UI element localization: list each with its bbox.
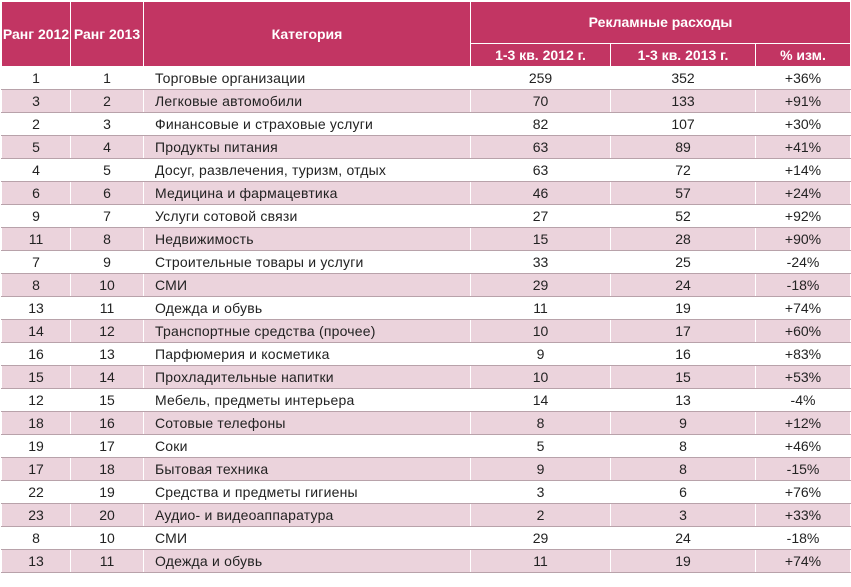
category-cell: Соки <box>144 435 471 458</box>
spend-2013-cell: 13 <box>611 389 756 412</box>
spend-2013-cell: 9 <box>611 412 756 435</box>
category-cell: Продукты питания <box>144 136 471 159</box>
spend-2013-cell: 24 <box>611 527 756 550</box>
header-category-label: Категория <box>271 25 343 42</box>
rank-2013-cell: 11 <box>71 550 144 573</box>
table-row <box>2 366 851 389</box>
spend-2012-cell: 63 <box>471 159 611 182</box>
header-category <box>144 2 471 67</box>
spend-2012-cell: 33 <box>471 251 611 274</box>
change-cell: +76% <box>756 481 851 504</box>
spend-2012-cell: 3 <box>471 481 611 504</box>
change-cell: +12% <box>756 412 851 435</box>
table-row <box>2 113 851 136</box>
table-row <box>2 90 851 113</box>
rank-2012-cell: 5 <box>2 136 71 159</box>
spend-2013-cell: 19 <box>611 297 756 320</box>
change-cell: +90% <box>756 228 851 251</box>
spend-2012-cell: 10 <box>471 366 611 389</box>
category-cell: Финансовые и страховые услуги <box>144 113 471 136</box>
change-cell: +36% <box>756 67 851 90</box>
change-cell: +41% <box>756 136 851 159</box>
spend-2012-cell: 14 <box>471 389 611 412</box>
category-cell: Аудио- и видеоаппаратура <box>144 504 471 527</box>
change-cell: +33% <box>756 504 851 527</box>
header-change <box>756 44 851 67</box>
spend-2012-cell: 10 <box>471 320 611 343</box>
spend-2013-cell: 3 <box>611 504 756 527</box>
spend-2013-cell: 19 <box>611 550 756 573</box>
rank-2012-cell: 1 <box>2 67 71 90</box>
change-cell: -18% <box>756 274 851 297</box>
change-cell: +91% <box>756 90 851 113</box>
table-row <box>2 320 851 343</box>
rank-2012-cell: 3 <box>2 90 71 113</box>
spend-2013-cell: 15 <box>611 366 756 389</box>
category-cell: Одежда и обувь <box>144 297 471 320</box>
change-cell: +74% <box>756 550 851 573</box>
table-row <box>2 251 851 274</box>
category-cell: Сотовые телефоны <box>144 412 471 435</box>
change-cell: +53% <box>756 366 851 389</box>
spend-2013-cell: 89 <box>611 136 756 159</box>
rank-2013-cell: 12 <box>71 320 144 343</box>
category-cell: Парфюмерия и косметика <box>144 343 471 366</box>
rank-2012-cell: 7 <box>2 251 71 274</box>
header-rank-2013 <box>71 2 144 67</box>
change-cell: +60% <box>756 320 851 343</box>
rank-2012-cell: 2 <box>2 113 71 136</box>
rank-2012-cell: 14 <box>2 320 71 343</box>
category-cell: Медицина и фармацевтика <box>144 182 471 205</box>
rank-2013-cell: 13 <box>71 343 144 366</box>
change-cell: +92% <box>756 205 851 228</box>
category-cell: Торговые организации <box>144 67 471 90</box>
spend-2012-cell: 27 <box>471 205 611 228</box>
category-cell: Услуги сотовой связи <box>144 205 471 228</box>
rank-2013-cell: 10 <box>71 274 144 297</box>
rank-2012-cell: 13 <box>2 297 71 320</box>
change-cell: -24% <box>756 251 851 274</box>
spend-2012-cell: 29 <box>471 274 611 297</box>
spend-2012-cell: 29 <box>471 527 611 550</box>
category-cell: Досуг, развлечения, туризм, отдых <box>144 159 471 182</box>
header-q2013 <box>611 44 756 67</box>
rank-2013-cell: 10 <box>71 527 144 550</box>
rank-2013-cell: 20 <box>71 504 144 527</box>
spend-2012-cell: 2 <box>471 504 611 527</box>
category-cell: Строительные товары и услуги <box>144 251 471 274</box>
rank-2012-cell: 13 <box>2 550 71 573</box>
spend-2013-cell: 8 <box>611 435 756 458</box>
table-row <box>2 527 851 550</box>
rank-2012-cell: 15 <box>2 366 71 389</box>
rank-2013-cell: 1 <box>71 67 144 90</box>
spend-2013-cell: 16 <box>611 343 756 366</box>
category-cell: Недвижимость <box>144 228 471 251</box>
ad-spend-table <box>1 1 851 573</box>
rank-2012-cell: 19 <box>2 435 71 458</box>
header-ad-spend-group <box>471 2 851 44</box>
spend-2013-cell: 107 <box>611 113 756 136</box>
category-cell: СМИ <box>144 527 471 550</box>
rank-2013-cell: 6 <box>71 182 144 205</box>
table-row <box>2 159 851 182</box>
table-row <box>2 297 851 320</box>
change-cell: -18% <box>756 527 851 550</box>
header-q2012-label: 1-3 кв. 2012 г. <box>495 46 586 63</box>
category-cell: Прохладительные напитки <box>144 366 471 389</box>
spend-2013-cell: 25 <box>611 251 756 274</box>
rank-2013-cell: 5 <box>71 159 144 182</box>
rank-2012-cell: 23 <box>2 504 71 527</box>
category-cell: Одежда и обувь <box>144 550 471 573</box>
rank-2013-cell: 11 <box>71 297 144 320</box>
header-q2013-label: 1-3 кв. 2013 г. <box>637 46 729 63</box>
rank-2012-cell: 4 <box>2 159 71 182</box>
spend-2012-cell: 9 <box>471 458 611 481</box>
rank-2013-cell: 15 <box>71 389 144 412</box>
header-rank-2013-label: Ранг 2013 <box>73 25 141 42</box>
rank-2013-cell: 9 <box>71 251 144 274</box>
change-cell: -15% <box>756 458 851 481</box>
spend-2012-cell: 259 <box>471 67 611 90</box>
header-change-label: % изм. <box>780 46 826 63</box>
category-cell: Бытовая техника <box>144 458 471 481</box>
table-row <box>2 550 851 573</box>
table-row <box>2 274 851 297</box>
category-cell: Легковые автомобили <box>144 90 471 113</box>
header-row <box>2 2 851 44</box>
table-body <box>2 67 851 573</box>
change-cell: +14% <box>756 159 851 182</box>
rank-2012-cell: 18 <box>2 412 71 435</box>
rank-2012-cell: 6 <box>2 182 71 205</box>
spend-2012-cell: 15 <box>471 228 611 251</box>
change-cell: +83% <box>756 343 851 366</box>
category-cell: СМИ <box>144 274 471 297</box>
category-cell: Средства и предметы гигиены <box>144 481 471 504</box>
header-q2012 <box>471 44 611 67</box>
spend-2013-cell: 52 <box>611 205 756 228</box>
spend-2013-cell: 133 <box>611 90 756 113</box>
change-cell: -4% <box>756 389 851 412</box>
rank-2013-cell: 16 <box>71 412 144 435</box>
change-cell: +24% <box>756 182 851 205</box>
spend-2012-cell: 70 <box>471 90 611 113</box>
table-row <box>2 481 851 504</box>
rank-2012-cell: 17 <box>2 458 71 481</box>
header-rank-2012-label: Ранг 2012 <box>2 25 70 42</box>
spend-2013-cell: 57 <box>611 182 756 205</box>
spend-2012-cell: 46 <box>471 182 611 205</box>
table-row <box>2 205 851 228</box>
rank-2012-cell: 11 <box>2 228 71 251</box>
spend-2012-cell: 11 <box>471 297 611 320</box>
spend-2012-cell: 82 <box>471 113 611 136</box>
spend-2013-cell: 28 <box>611 228 756 251</box>
rank-2013-cell: 14 <box>71 366 144 389</box>
category-cell: Транспортные средства (прочее) <box>144 320 471 343</box>
spend-2012-cell: 63 <box>471 136 611 159</box>
spend-2012-cell: 9 <box>471 343 611 366</box>
table-row <box>2 136 851 159</box>
header-rank-2012 <box>2 2 71 67</box>
spend-2012-cell: 8 <box>471 412 611 435</box>
rank-2013-cell: 8 <box>71 228 144 251</box>
rank-2012-cell: 12 <box>2 389 71 412</box>
rank-2013-cell: 2 <box>71 90 144 113</box>
spend-2013-cell: 6 <box>611 481 756 504</box>
header-ad-spend-label: Рекламные расходы <box>588 14 733 30</box>
spend-2012-cell: 5 <box>471 435 611 458</box>
rank-2012-cell: 16 <box>2 343 71 366</box>
rank-2012-cell: 22 <box>2 481 71 504</box>
rank-2013-cell: 3 <box>71 113 144 136</box>
rank-2012-cell: 8 <box>2 274 71 297</box>
table-row <box>2 504 851 527</box>
rank-2012-cell: 8 <box>2 527 71 550</box>
table-row <box>2 412 851 435</box>
rank-2013-cell: 19 <box>71 481 144 504</box>
rank-2013-cell: 7 <box>71 205 144 228</box>
table-row <box>2 343 851 366</box>
table-row <box>2 389 851 412</box>
change-cell: +74% <box>756 297 851 320</box>
change-cell: +46% <box>756 435 851 458</box>
table-row <box>2 458 851 481</box>
rank-2013-cell: 17 <box>71 435 144 458</box>
rank-2013-cell: 18 <box>71 458 144 481</box>
rank-2012-cell: 9 <box>2 205 71 228</box>
spend-2013-cell: 24 <box>611 274 756 297</box>
spend-2013-cell: 17 <box>611 320 756 343</box>
category-cell: Мебель, предметы интерьера <box>144 389 471 412</box>
spend-2013-cell: 8 <box>611 458 756 481</box>
change-cell: +30% <box>756 113 851 136</box>
spend-2013-cell: 352 <box>611 67 756 90</box>
table-row <box>2 435 851 458</box>
spend-2012-cell: 11 <box>471 550 611 573</box>
table-row <box>2 67 851 90</box>
spend-2013-cell: 72 <box>611 159 756 182</box>
table-row <box>2 228 851 251</box>
rank-2013-cell: 4 <box>71 136 144 159</box>
table-row <box>2 182 851 205</box>
